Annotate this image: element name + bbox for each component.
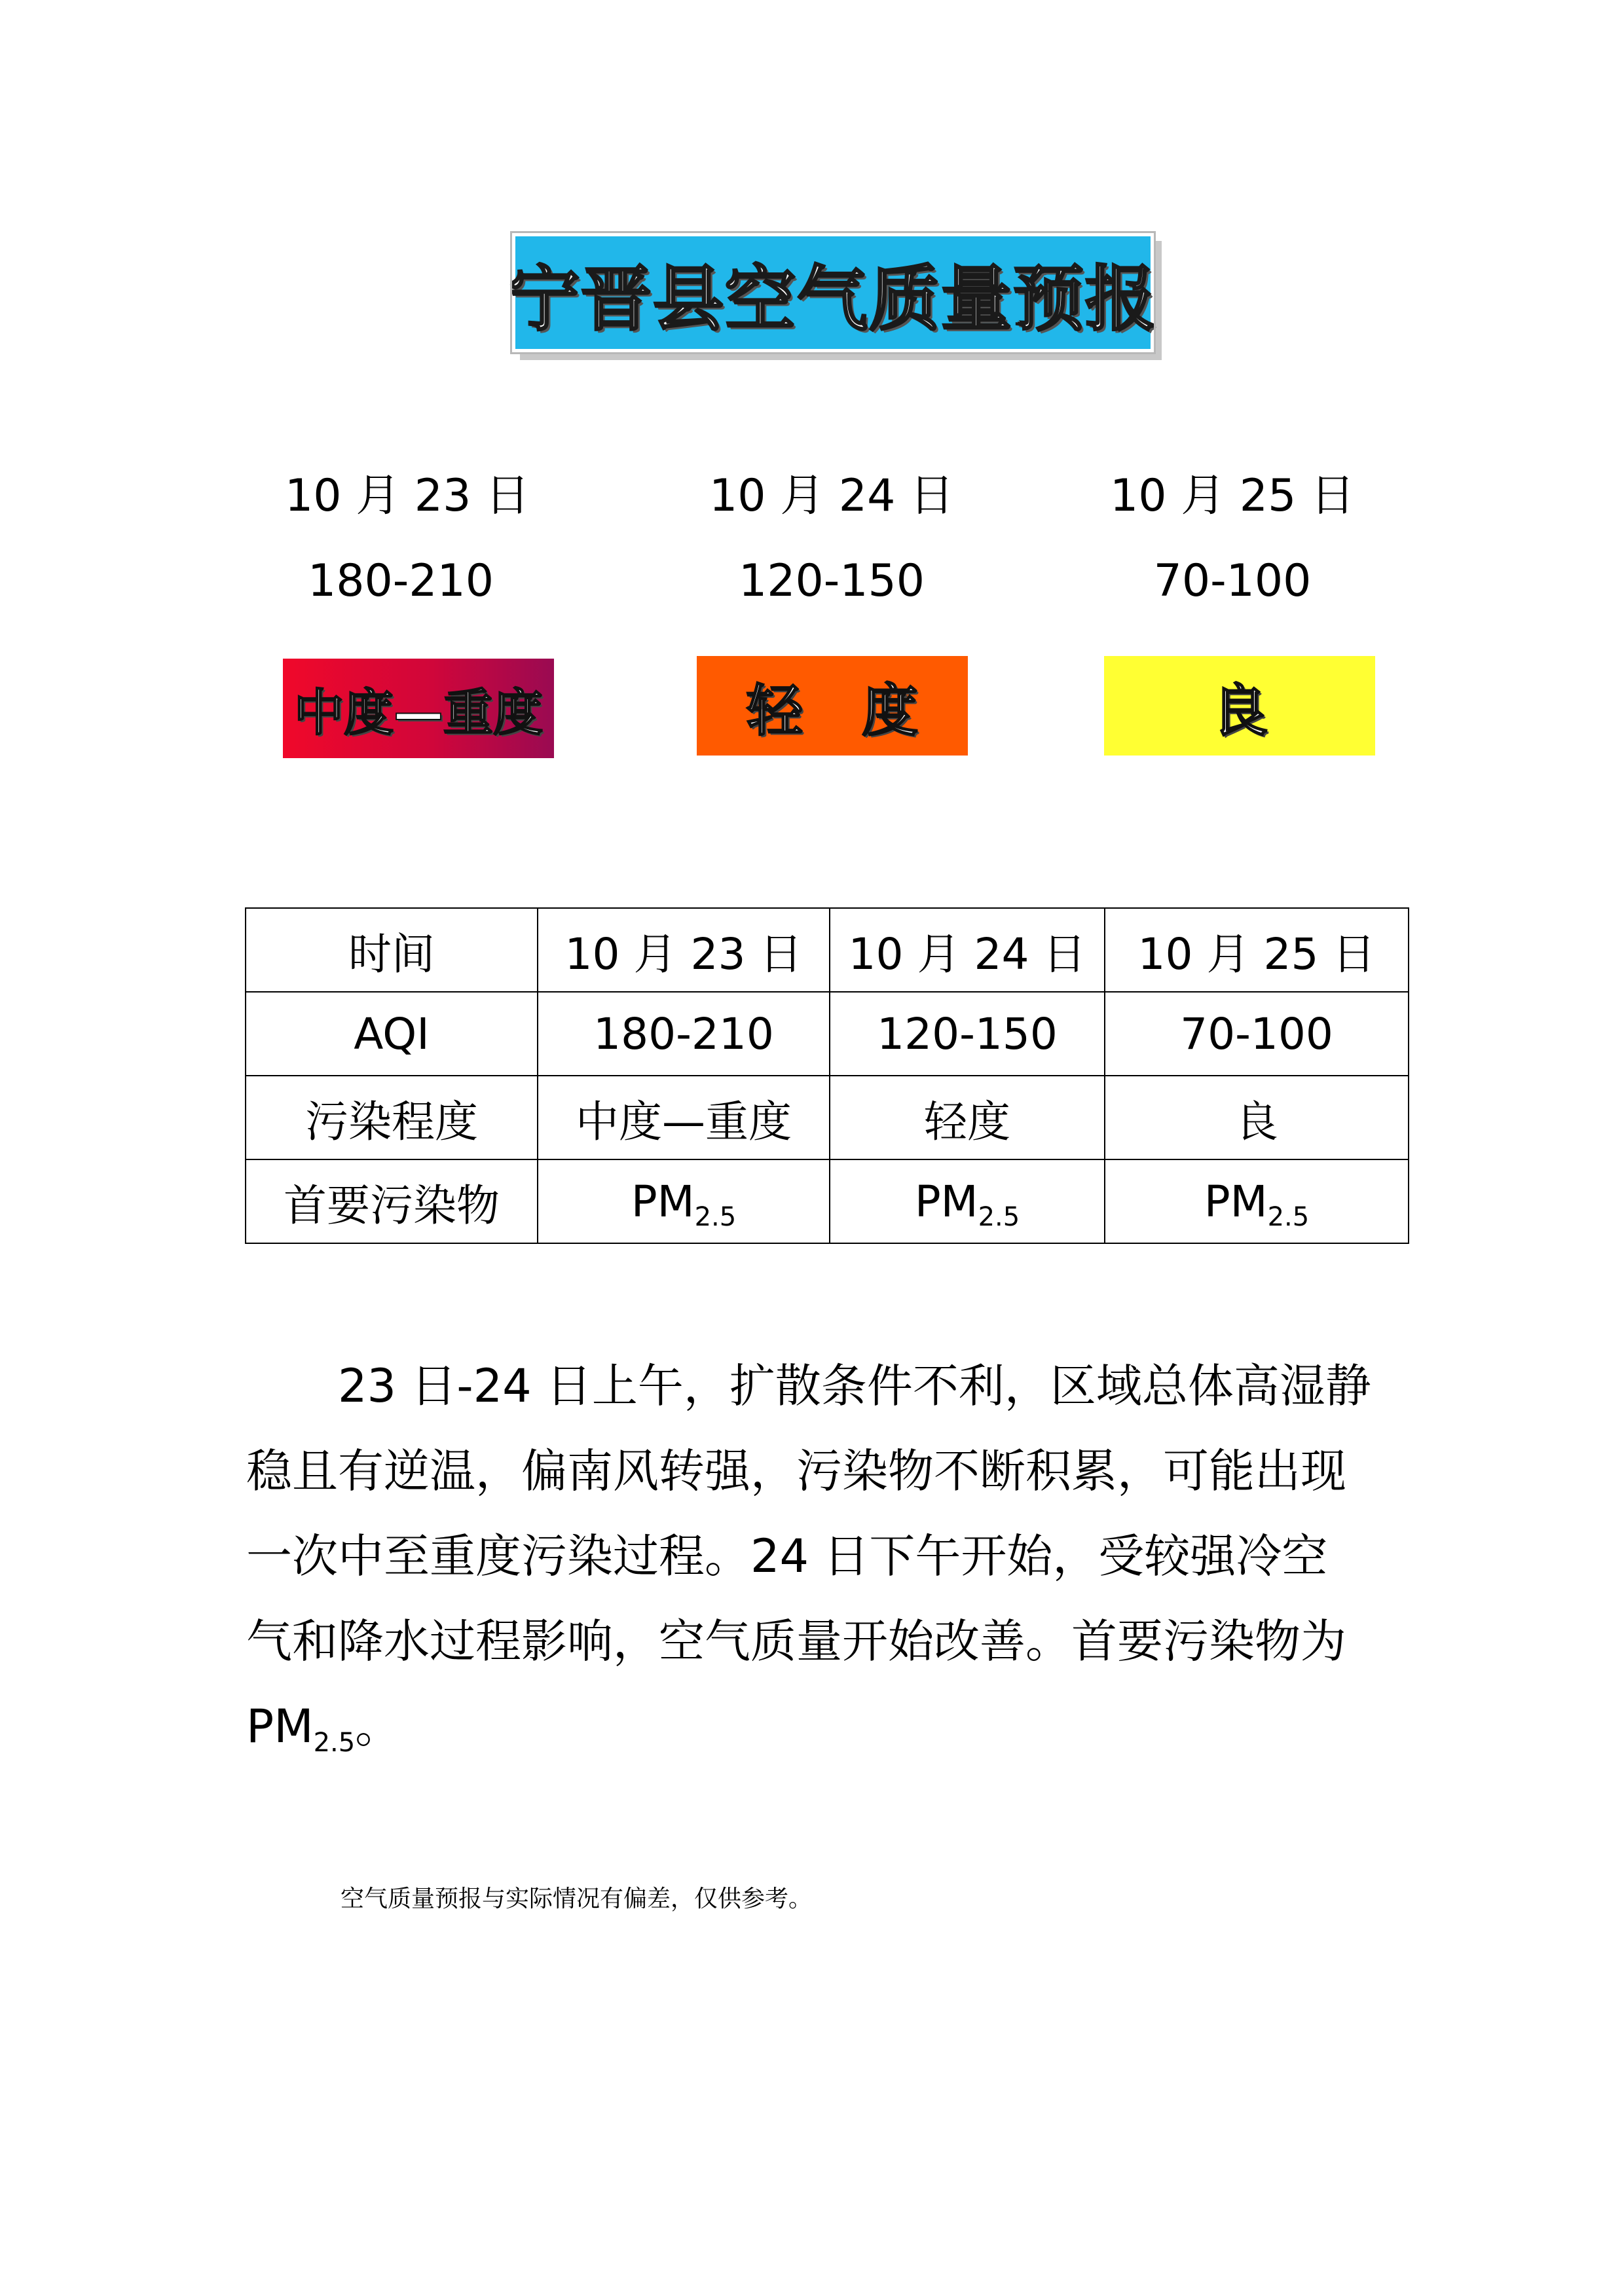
level-badge-label: 良 (1211, 678, 1268, 744)
level-badge-label: 轻度 (747, 678, 977, 744)
level-badge-moderate-severe (283, 659, 554, 758)
table-row-label: AQI (246, 992, 538, 1076)
table-cell: 180-210 (538, 992, 830, 1076)
page-title: 宁晋县空气质量预报 (509, 258, 1158, 340)
forecast-text-end: 。 (355, 1700, 401, 1753)
table-header-cell: 10 月 25 日 (1105, 908, 1409, 992)
table-cell (1105, 1159, 1409, 1243)
table-cell (538, 1159, 830, 1243)
level-badge-light (697, 656, 977, 756)
table-cell: 良 (1105, 1076, 1409, 1159)
forecast-table (245, 907, 1409, 1244)
table-header-cell: 时间 (246, 908, 538, 992)
table-cell: 中度—重度 (538, 1076, 830, 1159)
pollutant-sub: 2.5 (313, 1728, 356, 1758)
table-row-label: 污染程度 (246, 1076, 538, 1159)
table-cell: 120-150 (830, 992, 1105, 1076)
pollutant-sub: 2.5 (694, 1201, 737, 1232)
forecast-text: 23 日-24 日上午，扩散条件不利，区域总体高湿静稳且有逆温，偏南风转强，污染物不断积累，可能出现一次中至重度污染过程。24 日下午开始，受较强冷空气和降水过程影响，空气质量开始改善。首要污染物为 (246, 1359, 1371, 1668)
table-row (246, 908, 1409, 992)
table-cell (830, 1159, 1105, 1243)
level-badge-good (1104, 656, 1375, 756)
pollutant-sub: 2.5 (1267, 1201, 1310, 1232)
table-cell: 70-100 (1105, 992, 1409, 1076)
table-row (246, 1076, 1409, 1159)
level-badge-label: 中度—重度 (294, 683, 543, 742)
title-banner (509, 233, 1158, 352)
pollutant-sub: 2.5 (978, 1201, 1020, 1232)
day-date: 10 月 24 日 (709, 470, 954, 522)
day-aqi: 180-210 (307, 555, 494, 607)
table-header-cell: 10 月 24 日 (830, 908, 1105, 992)
day-date: 10 月 23 日 (285, 470, 530, 522)
disclaimer-footnote: 空气质量预报与实际情况有偏差，仅供参考。 (341, 1886, 813, 1912)
pollutant-base: PM (631, 1176, 695, 1227)
forecast-description (246, 1343, 1373, 1776)
pollutant-base: PM (914, 1176, 978, 1227)
day-aqi: 70-100 (1153, 555, 1312, 607)
day-aqi: 120-150 (738, 555, 925, 607)
table-cell: 轻度 (830, 1076, 1105, 1159)
table-row-label: 首要污染物 (246, 1159, 538, 1243)
table-header-cell: 10 月 23 日 (538, 908, 830, 992)
pollutant-base: PM (1204, 1176, 1268, 1227)
table-row (246, 992, 1409, 1076)
day-date: 10 月 25 日 (1110, 470, 1355, 522)
table-row (246, 1159, 1409, 1243)
pollutant-base: PM (246, 1700, 314, 1753)
